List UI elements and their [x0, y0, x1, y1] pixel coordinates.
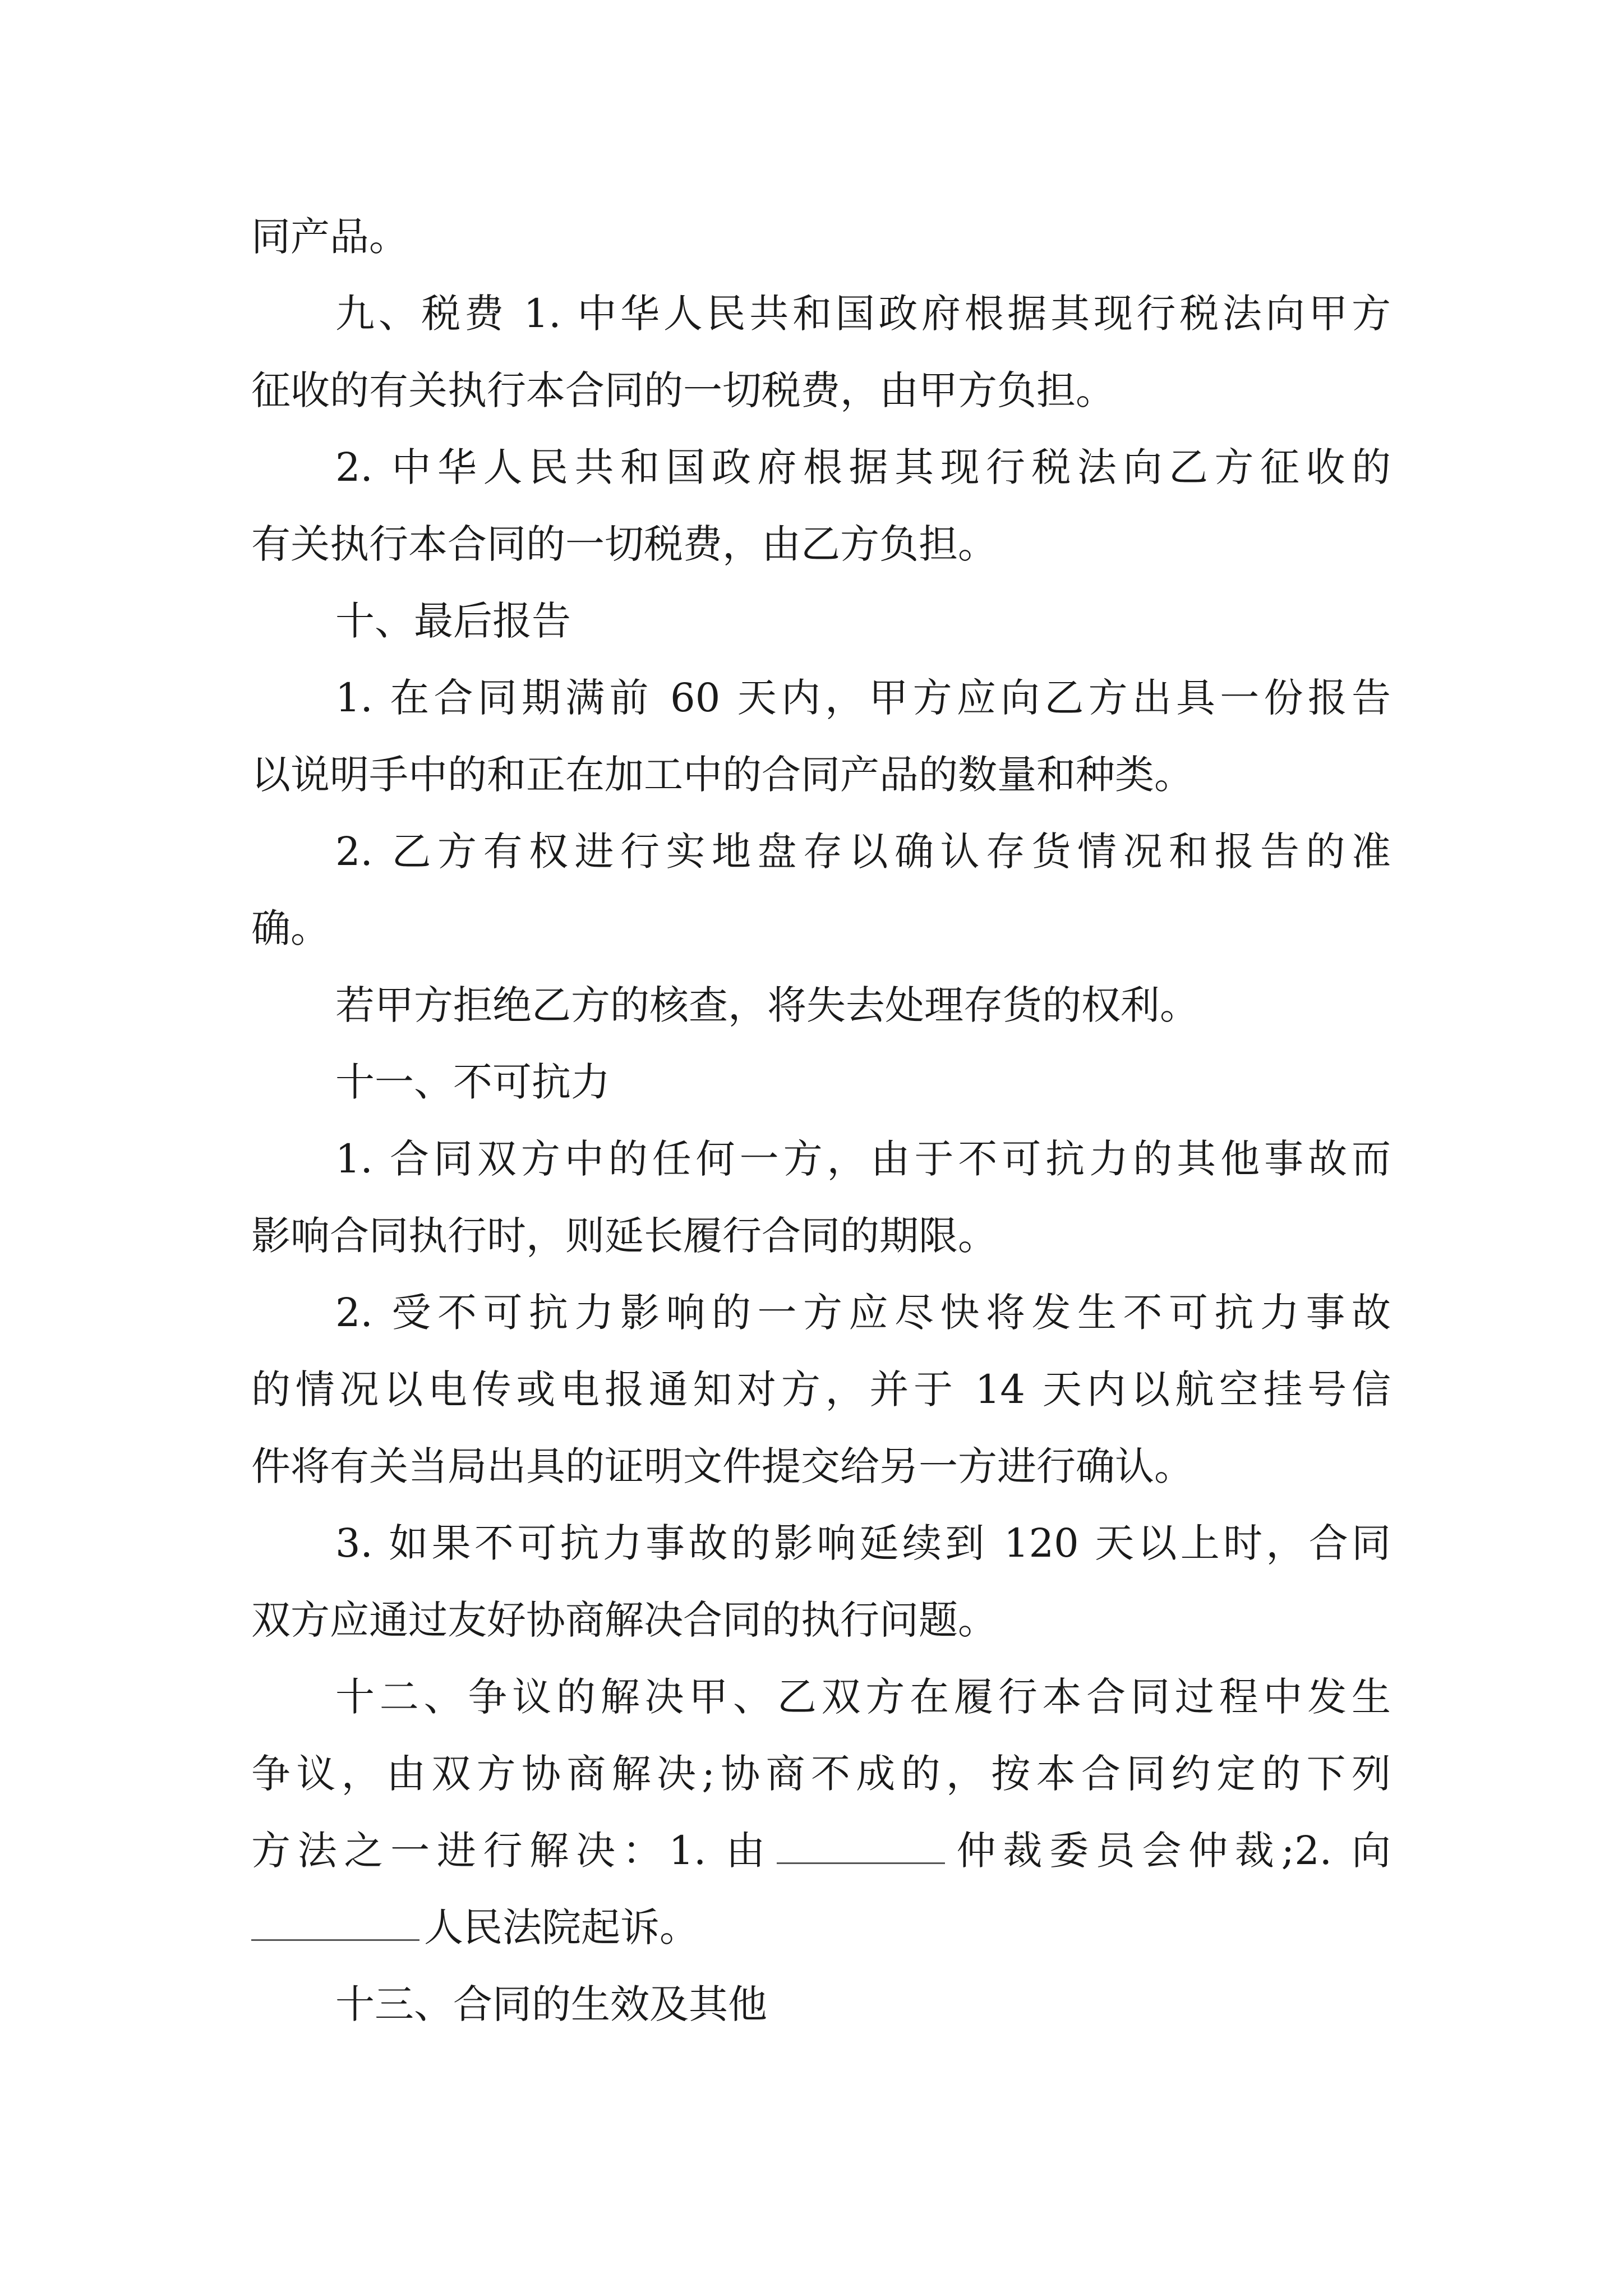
- clause-10-heading: 十、最后报告: [335, 598, 571, 644]
- paragraph-line: 若甲方拒绝乙方的核查，将失去处理存货的权利。: [335, 982, 1199, 1028]
- paragraph-line: 争议，由双方协商解决;协商不成的，按本合同约定的下列: [251, 1751, 1391, 1797]
- clause-9-title-line: 九、税费 1. 中华人民共和国政府根据其现行税法向甲方: [335, 291, 1391, 337]
- paragraph-line: 有关执行本合同的一切税费，由乙方负担。: [251, 521, 997, 567]
- clause-11-heading: 十一、不可抗力: [335, 1059, 610, 1105]
- clause-13-heading: 十三、合同的生效及其他: [335, 1981, 767, 2027]
- arbitration-committee-blank: [777, 1831, 945, 1864]
- paragraph-line: 同产品。: [251, 214, 408, 260]
- line-text: 方法之一进行解决：1. 由: [251, 1828, 772, 1874]
- paragraph-line: 双方应通过友好协商解决合同的执行问题。: [251, 1597, 997, 1643]
- paragraph-line: 的情况以电传或电报通知对方，并于 14 天内以航空挂号信: [251, 1366, 1391, 1412]
- paragraph-line: 以说明手中的和正在加工中的合同产品的数量和种类。: [251, 752, 1193, 798]
- paragraph-line: 2. 乙方有权进行实地盘存以确认存货情况和报告的准: [335, 829, 1391, 875]
- line-text: 仲裁委员会仲裁;2. 向: [949, 1828, 1391, 1874]
- paragraph-line: 影响合同执行时，则延长履行合同的期限。: [251, 1213, 997, 1259]
- paragraph-line: 2. 受不可抗力影响的一方应尽快将发生不可抗力事故: [335, 1290, 1391, 1336]
- court-name-blank: [251, 1908, 419, 1941]
- paragraph-line: 件将有关当局出具的证明文件提交给另一方进行确认。: [251, 1443, 1193, 1489]
- clause-12-title-line: 十二、争议的解决甲、乙双方在履行本合同过程中发生: [335, 1674, 1391, 1720]
- paragraph-line-with-blank: [251, 1902, 1391, 1953]
- paragraph-line: 确。: [251, 905, 330, 951]
- line-text: 人民法院起诉。: [424, 1904, 699, 1950]
- paragraph-line: 1. 在合同期满前 60 天内，甲方应向乙方出具一份报告: [335, 675, 1391, 721]
- paragraph-line: 2. 中华人民共和国政府根据其现行税法向乙方征收的: [335, 444, 1391, 490]
- paragraph-line-with-blank: [251, 1825, 1391, 1876]
- paragraph-line: 3. 如果不可抗力事故的影响延续到 120 天以上时，合同: [335, 1520, 1391, 1566]
- paragraph-line: 征收的有关执行本合同的一切税费，由甲方负担。: [251, 367, 1115, 413]
- paragraph-line: 1. 合同双方中的任何一方，由于不可抗力的其他事故而: [335, 1136, 1391, 1182]
